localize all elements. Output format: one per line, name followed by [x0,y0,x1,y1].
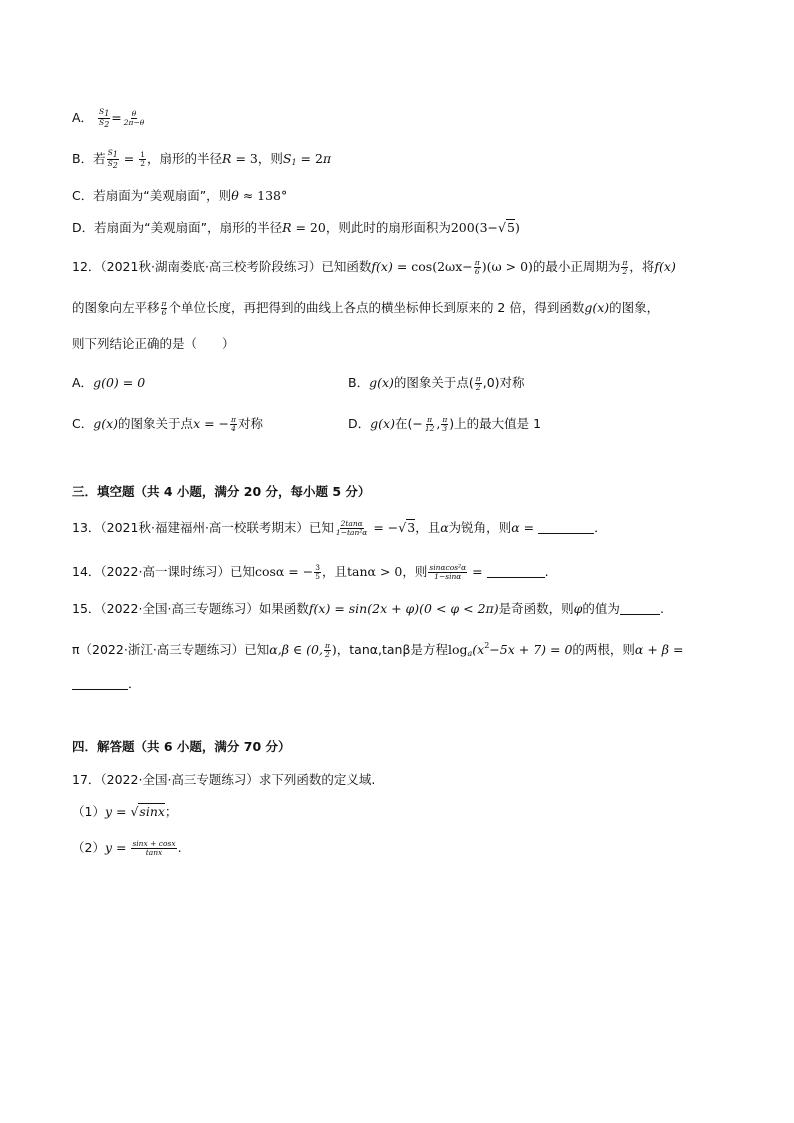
section-answer-title: 四．解答题（共 6 小题，满分 70 分） [72,739,291,754]
q12-option-d: D．g(x)在(− $\frac{\pi}{12}$ , $\frac{\pi}{3}$ )上的最大值是 1 [348,415,542,433]
answer-blank[interactable] [538,521,594,534]
q16-line2: ． [72,675,141,693]
q12-stem-line1: 12．（2021秋·湖南娄底·高三校考阶段练习）已知函数f(x) = cos(2ωx− $\frac{\pi}{6}$ )(ω > 0)的最小正周期为 $\frac{\pi}{2}$ ，将f(x) [72,258,676,276]
q14: 14．（2022·高一课时练习）已知cosα = − $\frac{3}{5}$ ，且tanα > 0，则 $\frac{\text{sinαcos²α}}{1-\sin\alpha}$ = . [72,563,549,581]
q17-part2: （2）y = $\frac{\sin x + \cos x}{\tan x}$ . [72,839,182,857]
q15: 15．（2022·全国·高三专题练习）如果函数f(x) = sin(2x + φ)(0 < φ < 2π)是奇函数，则φ的值为 . [72,601,664,616]
q11-option-a: A． $\frac{S1}{S2}$ = $\frac{\theta}{2\pi-\theta}$ [72,107,145,129]
answer-blank[interactable] [487,565,545,578]
q11-option-c: C．若扇面为“美观扇面”，则θ ≈ 138° [72,188,288,203]
q12-option-b: B．g(x)的图象关于点( $\frac{\pi}{2}$ ,0)对称 [348,374,525,392]
q12-option-c: C．g(x)的图象关于点x = − $\frac{\pi}{4}$ 对称 [72,415,263,433]
q11-option-b: B．若 $\frac{S1}{S2}$ = $\frac{1}{2}$ ，扇形的半径R = 3，则$S_1 = 2\pi$ [72,148,332,170]
answer-blank[interactable] [72,677,128,690]
q13: 13．（2021秋·福建福州·高一校联考期末）已知 $\frac{2\tan\alpha}{\text{1−tan²α}}$ = −√3，且α为锐角，则α = ． [72,519,607,537]
section-fill-in-title: 三．填空题（共 4 小题，满分 20 分，每小题 5 分） [72,484,371,499]
q16-line1: π（2022·浙江·高三专题练习）已知α,β ∈ (0, $\frac{\pi}{2}$ )，tanα,tanβ是方程$\log_a(x^2-5x + 7) = 0$的两根，则α + β = [72,641,684,659]
q11-option-d: D．若扇面为“美观扇面”，扇形的半径R = 20，则此时的扇形面积为200(3−√5) [72,220,520,235]
q17-stem: 17．（2022·全国·高三专题练习）求下列函数的定义域. [72,772,376,787]
answer-blank[interactable] [620,602,660,615]
q12-option-a: A．g(0) = 0 [72,375,146,390]
q12-stem-line3: 则下列结论正确的是（ ） [72,336,235,351]
q12-stem-line2: 的图象向左平移 $\frac{\pi}{6}$ 个单位长度，再把得到的曲线上各点的横坐标伸长到原来的 2 倍，得到函数g(x)的图象， [72,299,660,317]
q17-part1: （1）y = √sinx； [72,804,178,819]
